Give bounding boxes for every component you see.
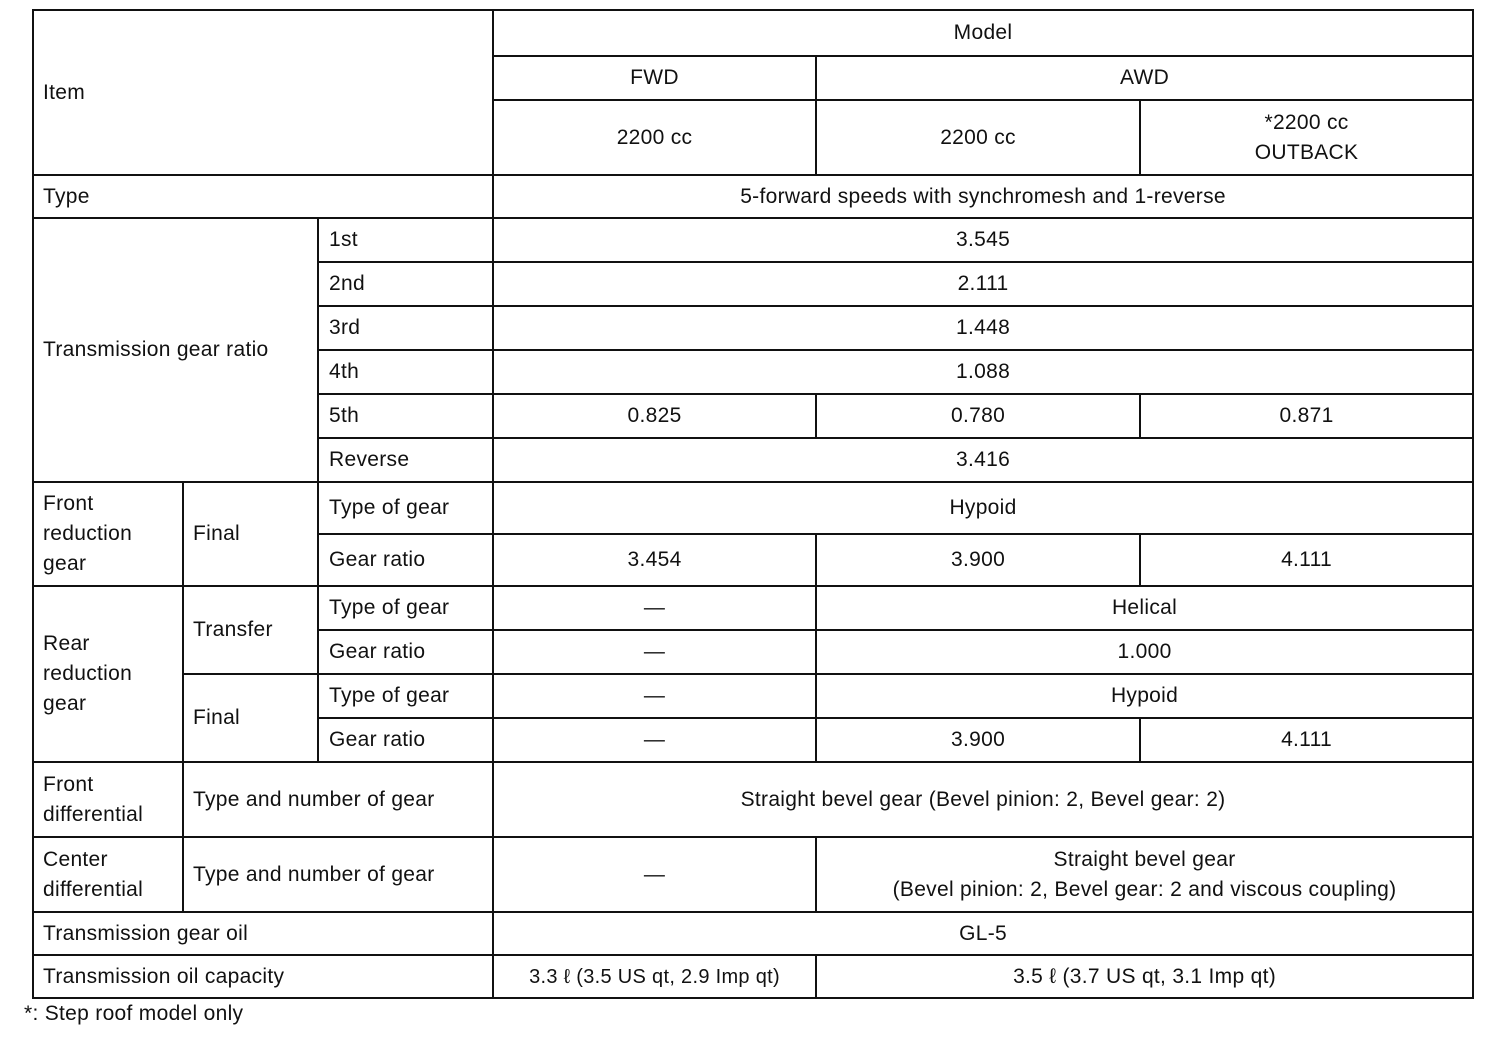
oil-capacity-fwd: 3.3 ℓ (3.5 US qt, 2.9 Imp qt): [493, 955, 816, 998]
spec-table: [32, 9, 1474, 999]
rear-final-type-row: [33, 674, 1473, 718]
header-row-model: [33, 10, 1473, 56]
rear-transfer-label: Transfer: [183, 586, 318, 674]
gear-3rd-value: 1.448: [493, 306, 1473, 350]
center-differential-label: Center differential: [33, 837, 183, 912]
gear-oil-value: GL-5: [493, 912, 1473, 955]
front-differential-label: Front differential: [33, 762, 183, 837]
fwd-2200-header: 2200 cc: [493, 100, 816, 175]
rear-reduction-gear-label: Rear reduction gear: [33, 586, 183, 762]
gear-5th-awd: 0.780: [816, 394, 1140, 438]
front-differential-row: [33, 762, 1473, 837]
transmission-gear-ratio-label: Transmission gear ratio: [33, 218, 318, 482]
rear-transfer-ratio-awd: 1.000: [816, 630, 1473, 674]
gear-1st-label: 1st: [318, 218, 493, 262]
gear-reverse-label: Reverse: [318, 438, 493, 482]
gear-oil-label: Transmission gear oil: [33, 912, 493, 955]
rear-final-ratio-outback: 4.111: [1140, 718, 1473, 762]
gear-2nd-value: 2.111: [493, 262, 1473, 306]
gear-4th-label: 4th: [318, 350, 493, 394]
center-differential-awd-line-1: Straight bevel gear: [1053, 847, 1236, 871]
rear-transfer-type-fwd: —: [493, 586, 816, 630]
oil-capacity-label: Transmission oil capacity: [33, 955, 493, 998]
front-reduction-type-value: Hypoid: [493, 482, 1473, 534]
gear-reverse-value: 3.416: [493, 438, 1473, 482]
fwd-header: FWD: [493, 56, 816, 100]
rear-final-label: Final: [183, 674, 318, 762]
rear-final-ratio-label: Gear ratio: [318, 718, 493, 762]
front-reduction-type-label: Type of gear: [318, 482, 493, 534]
front-reduction-ratio-fwd: 3.454: [493, 534, 816, 586]
gear-1st-row: [33, 218, 1473, 262]
front-differential-sub: Type and number of gear: [183, 762, 493, 837]
outback-line-1: *2200 cc: [1264, 110, 1349, 134]
rear-transfer-ratio-label: Gear ratio: [318, 630, 493, 674]
model-header: Model: [493, 10, 1473, 56]
front-reduction-ratio-outback: 4.111: [1140, 534, 1473, 586]
awd-outback-header: [1140, 100, 1473, 175]
front-reduction-type-row: [33, 482, 1473, 534]
center-differential-sub: Type and number of gear: [183, 837, 493, 912]
gear-5th-outback: 0.871: [1140, 394, 1473, 438]
type-value: 5-forward speeds with synchromesh and 1-reverse: [493, 175, 1473, 218]
gear-oil-row: [33, 912, 1473, 955]
front-reduction-ratio-awd: 3.900: [816, 534, 1140, 586]
center-differential-fwd: —: [493, 837, 816, 912]
type-label: Type: [33, 175, 493, 218]
rear-final-type-label: Type of gear: [318, 674, 493, 718]
gear-2nd-label: 2nd: [318, 262, 493, 306]
rear-transfer-ratio-fwd: —: [493, 630, 816, 674]
outback-line-2: OUTBACK: [1254, 140, 1359, 164]
front-differential-value: Straight bevel gear (Bevel pinion: 2, Bevel gear: 2): [493, 762, 1473, 837]
rear-transfer-type-row: [33, 586, 1473, 630]
center-differential-awd: [816, 837, 1473, 912]
gear-3rd-label: 3rd: [318, 306, 493, 350]
oil-capacity-awd: 3.5 ℓ (3.7 US qt, 3.1 Imp qt): [816, 955, 1473, 998]
awd-header: AWD: [816, 56, 1473, 100]
awd-2200-header: 2200 cc: [816, 100, 1140, 175]
rear-final-ratio-awd: 3.900: [816, 718, 1140, 762]
footnote: *: Step roof model only: [24, 1002, 244, 1025]
front-reduction-ratio-label: Gear ratio: [318, 534, 493, 586]
rear-final-type-awd: Hypoid: [816, 674, 1473, 718]
item-header: Item: [33, 10, 493, 175]
front-reduction-final-label: Final: [183, 482, 318, 586]
rear-transfer-type-label: Type of gear: [318, 586, 493, 630]
center-differential-awd-line-2: (Bevel pinion: 2, Bevel gear: 2 and viscous coupling): [892, 877, 1397, 901]
gear-4th-value: 1.088: [493, 350, 1473, 394]
rear-final-ratio-fwd: —: [493, 718, 816, 762]
front-reduction-gear-label: Front reduction gear: [33, 482, 183, 586]
rear-transfer-type-awd: Helical: [816, 586, 1473, 630]
type-row: [33, 175, 1473, 218]
gear-5th-fwd: 0.825: [493, 394, 816, 438]
gear-1st-value: 3.545: [493, 218, 1473, 262]
center-differential-row: [33, 837, 1473, 912]
oil-capacity-row: [33, 955, 1473, 998]
gear-5th-label: 5th: [318, 394, 493, 438]
rear-final-type-fwd: —: [493, 674, 816, 718]
